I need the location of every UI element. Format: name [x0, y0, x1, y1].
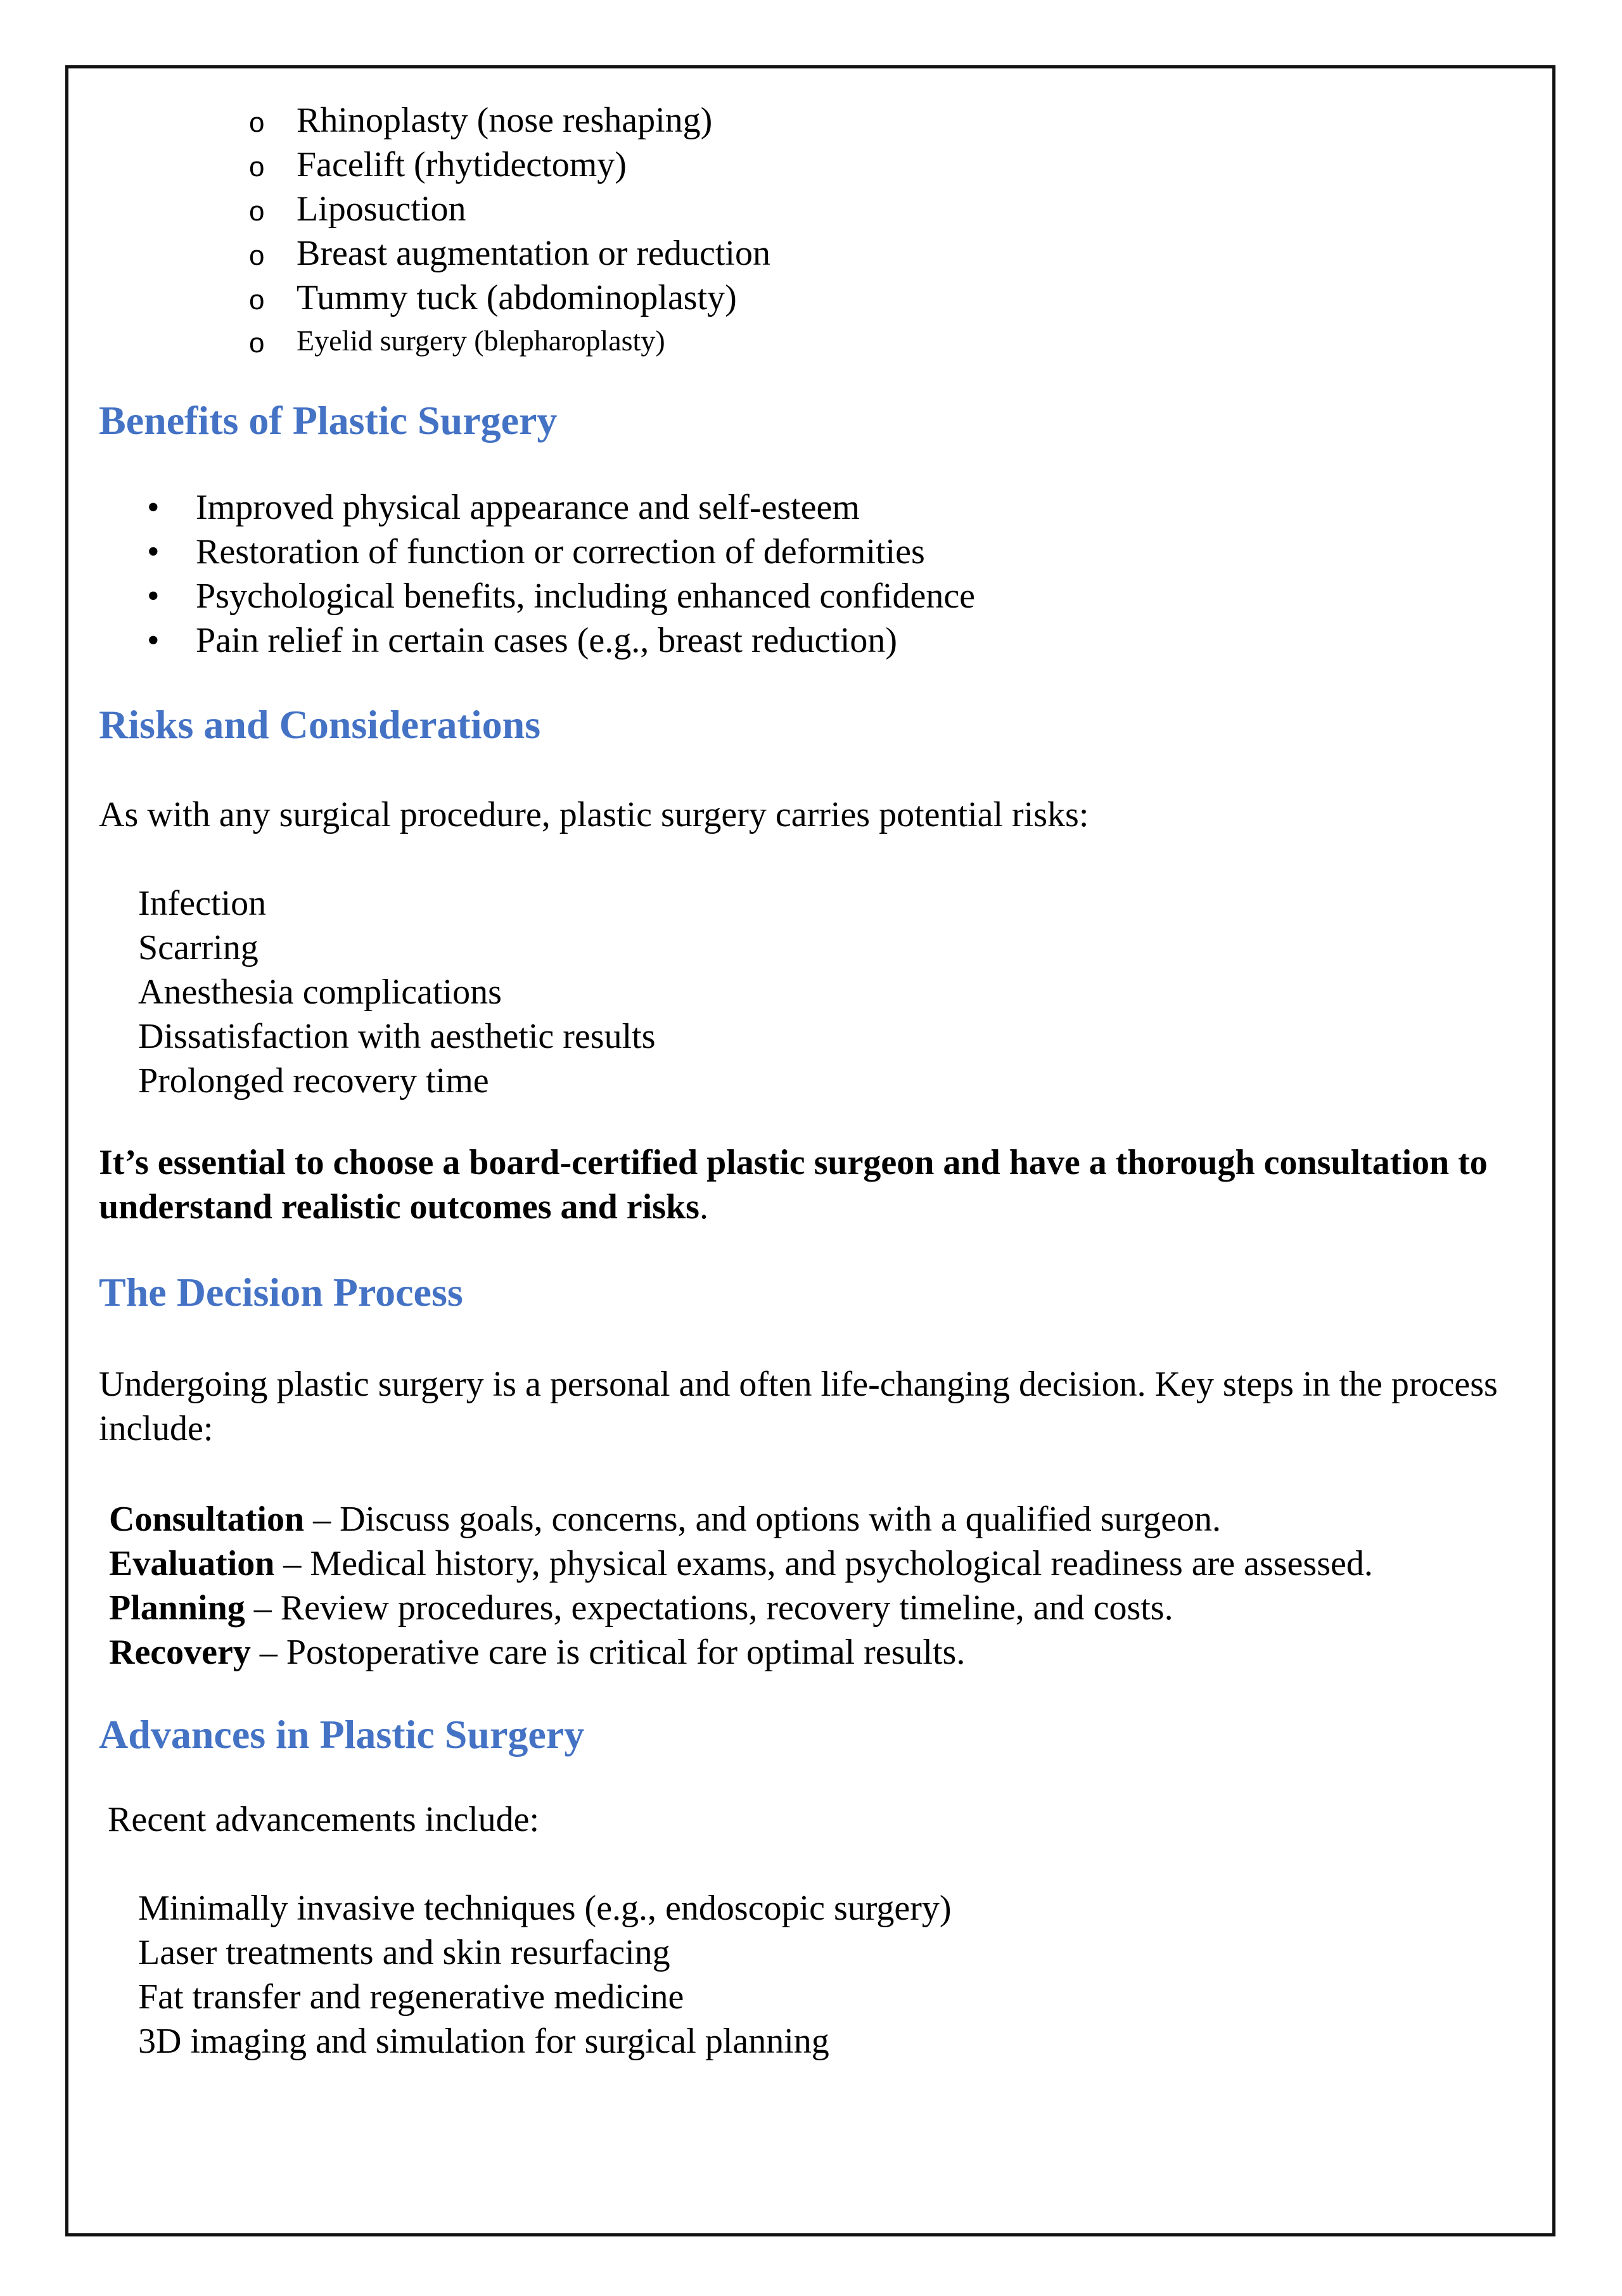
procedure-label: Eyelid surgery (blepharoplasty): [297, 324, 665, 357]
hollow-circle-bullet-icon: o: [249, 284, 265, 316]
risk-item: Infection: [138, 884, 267, 923]
decision-step-term: Evaluation: [109, 1544, 275, 1583]
risks-advice-note: [99, 1140, 1493, 1229]
decision-step: [109, 1632, 965, 1673]
benefit-label: Improved physical appearance and self-esteem: [196, 488, 860, 527]
advance-item: Minimally invasive techniques (e.g., endoscopic surgery): [138, 1889, 952, 1928]
advance-item: 3D imaging and simulation for surgical planning: [138, 2022, 829, 2061]
advances-intro: Recent advancements include:: [108, 1800, 540, 1839]
decision-step-desc: – Review procedures, expectations, recovery timeline, and costs.: [245, 1588, 1173, 1628]
procedure-label: Tummy tuck (abdominoplasty): [297, 278, 737, 317]
procedure-label: Rhinoplasty (nose reshaping): [297, 101, 713, 140]
decision-step-desc: – Postoperative care is critical for optimal results.: [250, 1633, 966, 1672]
risk-item: Dissatisfaction with aesthetic results: [138, 1017, 656, 1056]
section-heading-risks: Risks and Considerations: [99, 702, 541, 747]
dot-bullet-icon: •: [147, 621, 160, 660]
risks-intro: As with any surgical procedure, plastic surgery carries potential risks:: [99, 795, 1089, 834]
decision-step-desc: – Discuss goals, concerns, and options with a qualified surgeon.: [304, 1500, 1222, 1539]
decision-step: [109, 1588, 1173, 1628]
decision-step-term: Recovery: [109, 1633, 251, 1672]
decision-step-term: Planning: [109, 1588, 245, 1628]
dot-bullet-icon: •: [147, 577, 160, 616]
hollow-circle-bullet-icon: o: [249, 107, 265, 138]
dot-bullet-icon: •: [147, 532, 160, 571]
procedure-label: Liposuction: [297, 189, 466, 229]
dot-bullet-icon: •: [147, 488, 160, 527]
benefit-label: Pain relief in certain cases (e.g., breast reduction): [196, 621, 898, 660]
decision-step: [109, 1499, 1221, 1540]
section-heading-decision: The Decision Process: [99, 1270, 463, 1315]
section-heading-advances: Advances in Plastic Surgery: [99, 1712, 585, 1757]
decision-intro: Undergoing plastic surgery is a personal and often life-changing decision. Key steps in the process include:: [99, 1365, 1498, 1448]
risk-item: Prolonged recovery time: [138, 1061, 489, 1100]
procedure-label: Breast augmentation or reduction: [297, 234, 770, 273]
hollow-circle-bullet-icon: o: [249, 328, 265, 359]
risks-advice-period: .: [699, 1187, 708, 1227]
decision-step-desc: – Medical history, physical exams, and psychological readiness are assessed.: [274, 1544, 1373, 1583]
procedure-label: Facelift (rhytidectomy): [297, 145, 627, 184]
benefit-label: Restoration of function or correction of deformities: [196, 532, 925, 571]
hollow-circle-bullet-icon: o: [249, 151, 265, 182]
hollow-circle-bullet-icon: o: [249, 196, 265, 227]
advance-item: Laser treatments and skin resurfacing: [138, 1933, 670, 1972]
risk-item: Anesthesia complications: [138, 973, 502, 1012]
benefit-label: Psychological benefits, including enhanced confidence: [196, 577, 976, 616]
section-heading-benefits: Benefits of Plastic Surgery: [99, 398, 558, 443]
decision-step: [109, 1543, 1373, 1584]
risks-advice-text: It’s essential to choose a board-certified plastic surgeon and have a thorough consultation to understand realistic outcomes and risks: [99, 1143, 1488, 1227]
decision-step-term: Consultation: [109, 1500, 305, 1539]
hollow-circle-bullet-icon: o: [249, 240, 265, 271]
advance-item: Fat transfer and regenerative medicine: [138, 1977, 684, 2017]
risk-item: Scarring: [138, 928, 259, 967]
